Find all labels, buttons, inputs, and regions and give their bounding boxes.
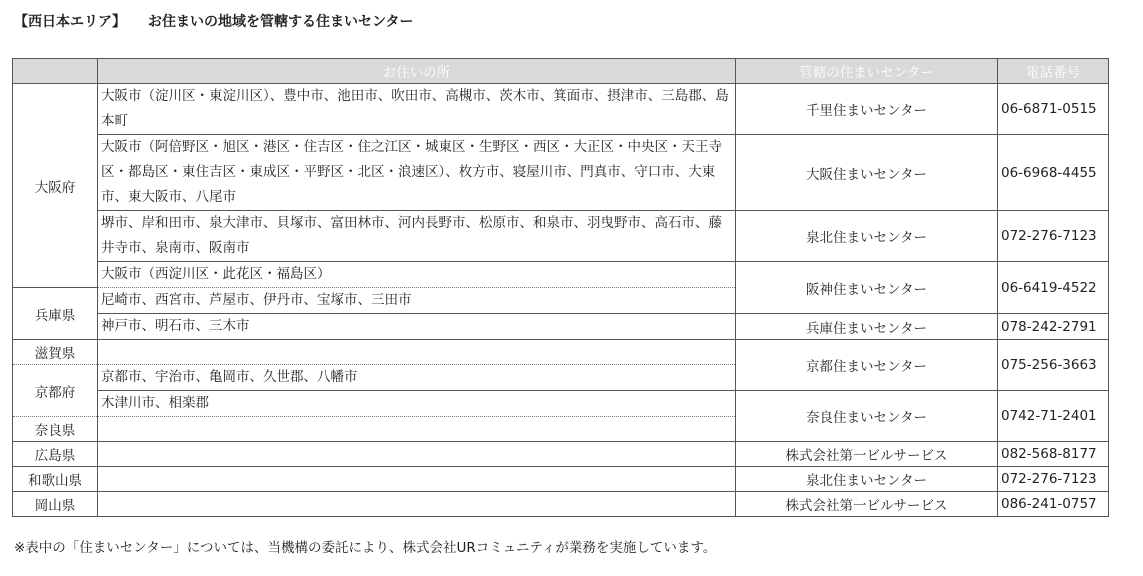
center-osaka: 大阪住まいセンター	[736, 135, 998, 211]
phone-hyogo: 078-242-2791	[998, 314, 1109, 340]
phone-nara: 0742-71-2401	[998, 391, 1109, 442]
phone-senri: 06-6871-0515	[998, 84, 1109, 135]
area-shiga	[98, 340, 736, 365]
table-row	[13, 467, 1109, 492]
center-senboku-wakayama: 泉北住まいセンター	[736, 467, 998, 492]
table-header-row	[13, 59, 1109, 84]
center-senri: 千里住まいセンター	[736, 84, 998, 135]
area-hyogo-1: 尼崎市、西宮市、芦屋市、伊丹市、宝塚市、三田市	[98, 288, 736, 314]
footnote: ※表中の「住まいセンター」については、当機構の委託により、株式会社URコミュニティが業務を実施しています。	[14, 540, 717, 556]
pref-shiga: 滋賀県	[13, 340, 98, 365]
center-daiichi-hiroshima: 株式会社第一ビルサービス	[736, 442, 998, 467]
area-kyoto-2: 木津川市、相楽郡	[98, 391, 736, 417]
pref-osaka: 大阪府	[13, 84, 98, 288]
phone-hiroshima: 082-568-8177	[998, 442, 1109, 467]
table-row	[13, 314, 1109, 340]
header-area: お住いの所	[98, 59, 736, 84]
table-row	[13, 135, 1109, 211]
header-center: 管轄の住まいセンター	[736, 59, 998, 84]
area-osaka-3: 堺市、岸和田市、泉大津市、貝塚市、富田林市、河内長野市、松原市、和泉市、羽曳野市、高石市、藤井寺市、泉南市、阪南市	[98, 211, 736, 262]
area-hiroshima	[98, 442, 736, 467]
pref-okayama: 岡山県	[13, 492, 98, 517]
table-row	[13, 340, 1109, 365]
heading-text: お住まいの地域を管轄する住まいセンター	[148, 14, 414, 30]
phone-hanshin: 06-6419-4522	[998, 262, 1109, 314]
area-label: 【西日本エリア】	[14, 14, 126, 30]
center-daiichi-okayama: 株式会社第一ビルサービス	[736, 492, 998, 517]
center-hyogo: 兵庫住まいセンター	[736, 314, 998, 340]
pref-hyogo: 兵庫県	[13, 288, 98, 340]
pref-kyoto: 京都府	[13, 365, 98, 417]
area-osaka-4: 大阪市（西淀川区・此花区・福島区）	[98, 262, 736, 288]
area-wakayama	[98, 467, 736, 492]
area-kyoto-1: 京都市、宇治市、亀岡市、久世郡、八幡市	[98, 365, 736, 391]
area-nara	[98, 417, 736, 442]
phone-osaka: 06-6968-4455	[998, 135, 1109, 211]
header-phone: 電話番号	[998, 59, 1109, 84]
center-senboku: 泉北住まいセンター	[736, 211, 998, 262]
center-kyoto: 京都住まいセンター	[736, 340, 998, 391]
table-row	[13, 442, 1109, 467]
phone-okayama: 086-241-0757	[998, 492, 1109, 517]
center-hanshin: 阪神住まいセンター	[736, 262, 998, 314]
center-table	[12, 58, 1109, 517]
table-row	[13, 211, 1109, 262]
phone-senboku: 072-276-7123	[998, 211, 1109, 262]
table-row	[13, 492, 1109, 517]
table-row	[13, 262, 1109, 288]
pref-nara: 奈良県	[13, 417, 98, 442]
area-osaka-1: 大阪市（淀川区・東淀川区）、豊中市、池田市、吹田市、高槻市、茨木市、箕面市、摂津市、三島郡、島本町	[98, 84, 736, 135]
phone-wakayama: 072-276-7123	[998, 467, 1109, 492]
area-osaka-2: 大阪市（阿倍野区・旭区・港区・住吉区・住之江区・城東区・生野区・西区・大正区・中央区・天王寺区・都島区・東住吉区・東成区・平野区・北区・浪速区）、枚方市、寝屋川市、門真市、守口市、大東市、東大阪市、八尾市	[98, 135, 736, 211]
table-row	[13, 84, 1109, 135]
phone-kyoto: 075-256-3663	[998, 340, 1109, 391]
center-nara: 奈良住まいセンター	[736, 391, 998, 442]
header-prefecture	[13, 59, 98, 84]
table-row	[13, 391, 1109, 417]
area-hyogo-2: 神戸市、明石市、三木市	[98, 314, 736, 340]
area-okayama	[98, 492, 736, 517]
pref-wakayama: 和歌山県	[13, 467, 98, 492]
page-title	[14, 11, 413, 31]
pref-hiroshima: 広島県	[13, 442, 98, 467]
